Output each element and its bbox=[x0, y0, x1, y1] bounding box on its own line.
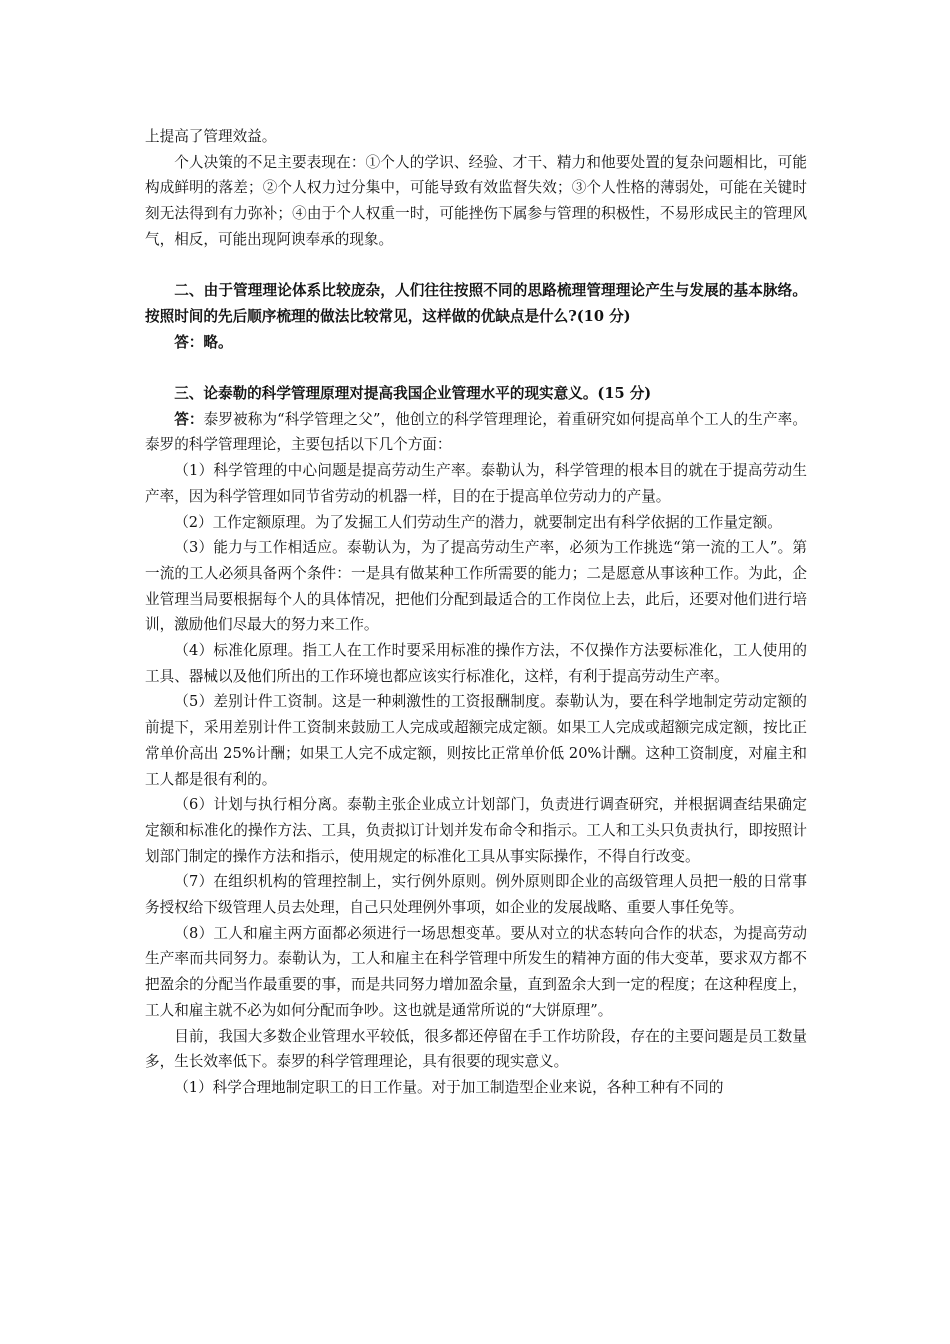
question-2: 二、由于管理理论体系比较庞杂，人们往往按照不同的思路梳理管理理论产生与发展的基本脉络。按照时间的先后顺序梳理的做法比较常见，这样做的优缺点是什么?(10 分) bbox=[145, 282, 807, 325]
list-item: （7）在组织机构的管理控制上，实行例外原则。例外原则即企业的高级管理人员把一般的日常事务授权给下级管理人员去处理，自己只处理例外事项，如企业的发展战略、重要人事任免等。 bbox=[145, 873, 807, 917]
paragraph-current-status: 目前，我国大多数企业管理水平较低，很多都还停留在手工作坊阶段，存在的主要问题是员工数量多，生长效率低下。泰罗的科学管理理论，具有很要的现实意义。 bbox=[145, 1027, 807, 1071]
paragraph-personal-decision: 个人决策的不足主要表现在：①个人的学识、经验、才干、精力和他要处置的复杂问题相比，可能构成鲜明的落差；②个人权力过分集中，可能导致有效监督失效；③个人性格的薄弱处，可能在关键时刻无法得到有力弥补；④由于个人权重一时，可能挫伤下属参与管理的积极性，不易形成民主的管理风气，相反，可能出现阿谀奉承的现象。 bbox=[145, 153, 807, 248]
paragraph-continued: 上提高了管理效益。 bbox=[145, 128, 277, 145]
answer-2: 答：略。 bbox=[174, 333, 233, 351]
document-body bbox=[145, 124, 807, 1101]
list-item: （5）差别计件工资制。这是一种刺激性的工资报酬制度。泰勒认为，要在科学地制定劳动定额的前提下，采用差别计件工资制来鼓励工人完成或超额完成定额。如果工人完成或超额完成定额，按比正常单价高出 25%计酬；如果工人完不成定额，则按比正常单价低 20%计酬。这种工资制度，对雇主和工人都是很有利的。 bbox=[145, 693, 807, 788]
list-item: （8）工人和雇主两方面都必须进行一场思想变革。要从对立的状态转向合作的状态，为提高劳动生产率而共同努力。泰勒认为，工人和雇主在科学管理中所发生的精神方面的伟大变革，要求双方都不把盈余的分配当作最重要的事，而是共同努力增加盈余量，直到盈余大到一定的程度；在这种程度上，工人和雇主就不必为如何分配而争吵。这也就是通常所说的“大饼原理”。 bbox=[145, 924, 807, 1019]
question-3: 三、论泰勒的科学管理原理对提高我国企业管理水平的现实意义。(15 分) bbox=[174, 385, 652, 402]
paragraph-spacer bbox=[145, 253, 807, 279]
list-item: （1）科学管理的中心问题是提高劳动生产率。泰勒认为，科学管理的根本目的就在于提高劳动生产率，因为科学管理如同节省劳动的机器一样，目的在于提高单位劳动力的产量。 bbox=[145, 462, 807, 505]
paragraph-significance-1: （1）科学合理地制定职工的日工作量。对于加工制造型企业来说，各种工种有不同的 bbox=[174, 1078, 724, 1096]
answer-3-intro bbox=[145, 407, 807, 458]
list-item: （4）标准化原理。指工人在工作时要采用标准的操作方法，不仅操作方法要标准化，工人使用的工具、器械以及他们所出的工作环境也都应该实行标准化，这样，有利于提高劳动生产率。 bbox=[145, 642, 807, 685]
list-item: （2）工作定额原理。为了发掘工人们劳动生产的潜力，就要制定出有科学依据的工作量定额。 bbox=[174, 513, 782, 531]
list-item: （3）能力与工作相适应。泰勒认为，为了提高劳动生产率，必须为工作挑选“第一流的工人”。第一流的工人必须具备两个条件：一是具有做某种工作所需要的能力；二是愿意从事该种工作。为此，企业管理当局要根据每个人的具体情况，把他们分配到最适合的工作岗位上去，此后，还要对他们进行培训，激励他们尽最大的努力来工作。 bbox=[145, 539, 807, 634]
list-item: （6）计划与执行相分离。泰勒主张企业成立计划部门，负责进行调查研究，并根据调查结果确定定额和标准化的操作方法、工具，负责拟订计划并发布命令和指示。工人和工头只负责执行，即按照计划部门制定的操作方法和指示，使用规定的标准化工具从事实际操作，不得自行改变。 bbox=[145, 796, 807, 865]
paragraph-spacer bbox=[145, 355, 807, 381]
answer-label: 答： bbox=[174, 410, 204, 428]
answer-intro-text: 泰罗被称为“科学管理之父”，他创立的科学管理理论，着重研究如何提高单个工人的生产率。泰罗的科学管理理论，主要包括以下几个方面： bbox=[145, 410, 807, 454]
